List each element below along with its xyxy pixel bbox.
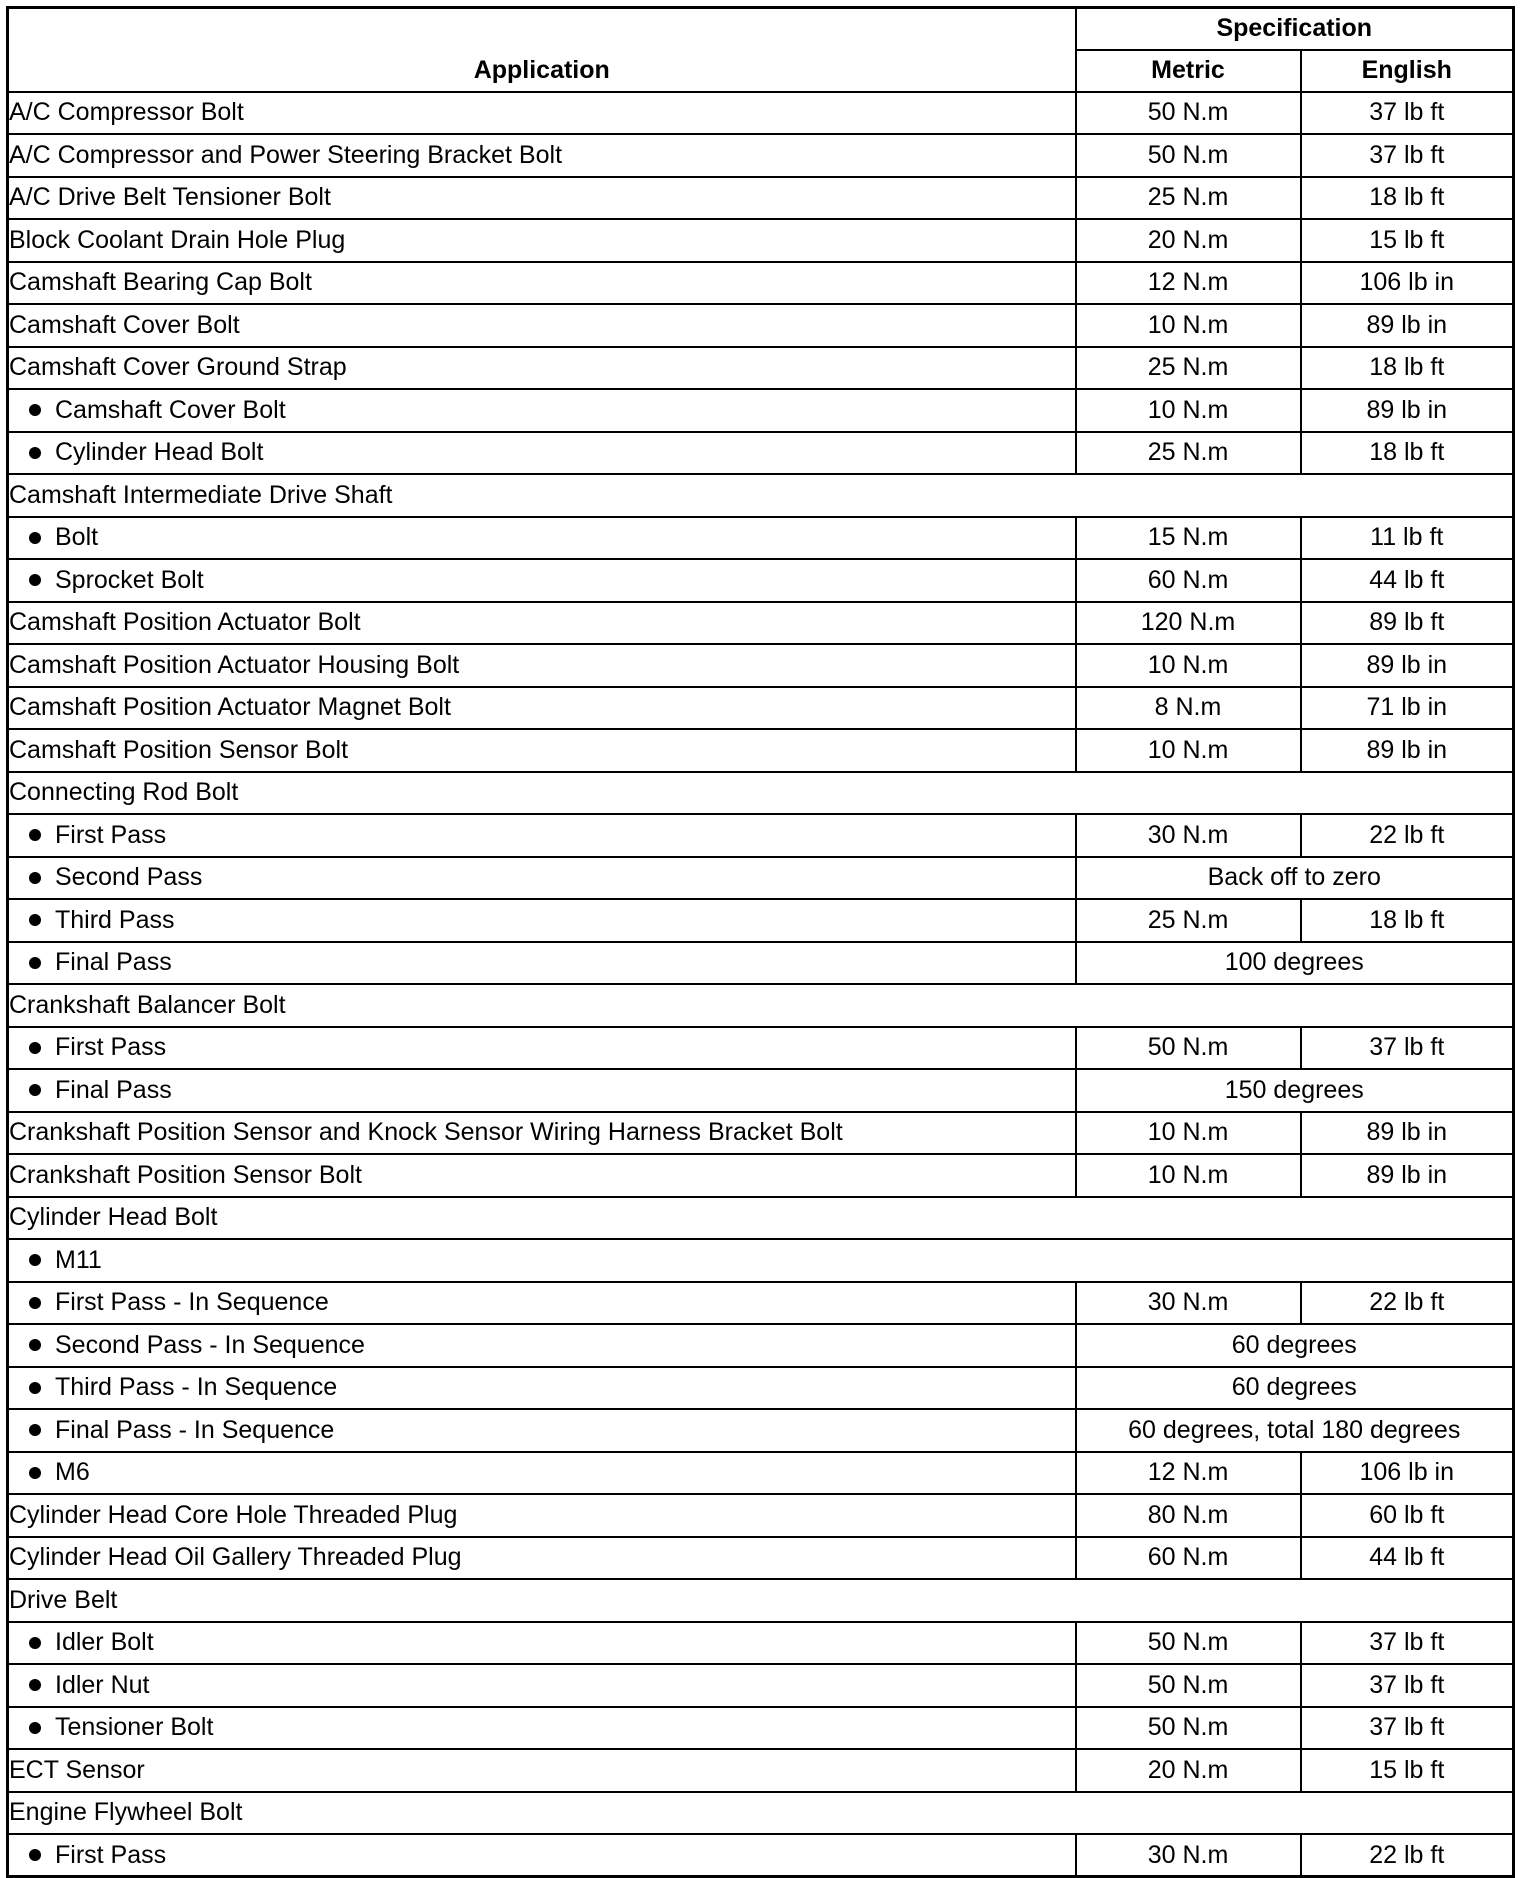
metric-cell: 50 N.m <box>1076 1622 1301 1665</box>
application-header: Application <box>8 8 1076 92</box>
table-row <box>8 1197 1514 1240</box>
bullet-icon <box>29 574 41 586</box>
table-row <box>8 857 1514 900</box>
table-row <box>8 1494 1514 1537</box>
application-cell <box>8 304 1076 347</box>
application-label: A/C Drive Belt Tensioner Bolt <box>9 183 331 212</box>
metric-cell: 50 N.m <box>1076 1707 1301 1750</box>
application-cell <box>8 1749 1076 1792</box>
application-cell <box>8 1239 1514 1282</box>
application-cell <box>8 92 1076 135</box>
application-label: ECT Sensor <box>9 1755 145 1784</box>
table-row <box>8 984 1514 1027</box>
application-cell <box>8 559 1076 602</box>
application-label: Crankshaft Balancer Bolt <box>9 990 286 1019</box>
metric-cell: 30 N.m <box>1076 1834 1301 1877</box>
application-label: First Pass <box>55 1840 167 1869</box>
english-cell: 11 lb ft <box>1301 517 1514 560</box>
application-label: A/C Compressor Bolt <box>9 98 244 127</box>
table-row <box>8 687 1514 730</box>
application-label: Drive Belt <box>9 1585 118 1614</box>
english-cell: 15 lb ft <box>1301 1749 1514 1792</box>
application-label: Camshaft Cover Bolt <box>55 395 286 424</box>
application-cell <box>8 1282 1076 1325</box>
application-cell <box>8 1494 1076 1537</box>
metric-cell: 25 N.m <box>1076 347 1301 390</box>
metric-cell: 20 N.m <box>1076 219 1301 262</box>
application-cell <box>8 729 1076 772</box>
application-label: First Pass <box>55 1033 167 1062</box>
application-label: First Pass <box>55 820 167 849</box>
specification-cell: 60 degrees <box>1076 1367 1514 1410</box>
metric-cell: 10 N.m <box>1076 304 1301 347</box>
application-cell <box>8 1409 1076 1452</box>
bullet-icon <box>29 1849 41 1861</box>
english-cell: 44 lb ft <box>1301 559 1514 602</box>
application-label: Sprocket Bolt <box>55 565 204 594</box>
application-label: Camshaft Position Actuator Bolt <box>9 608 361 637</box>
english-cell: 18 lb ft <box>1301 347 1514 390</box>
english-cell: 106 lb in <box>1301 262 1514 305</box>
application-label: Idler Nut <box>55 1670 150 1699</box>
table-row <box>8 219 1514 262</box>
english-cell: 18 lb ft <box>1301 899 1514 942</box>
application-cell <box>8 1622 1076 1665</box>
metric-cell: 10 N.m <box>1076 1112 1301 1155</box>
application-label: M6 <box>55 1458 90 1487</box>
table-row <box>8 1452 1514 1495</box>
application-label: Camshaft Intermediate Drive Shaft <box>9 480 393 509</box>
application-label: A/C Compressor and Power Steering Bracket Bolt <box>9 140 563 169</box>
table-row <box>8 644 1514 687</box>
application-label: Bolt <box>55 523 99 552</box>
application-cell <box>8 1069 1076 1112</box>
table-row <box>8 772 1514 815</box>
english-cell: 22 lb ft <box>1301 1282 1514 1325</box>
application-cell <box>8 1707 1076 1750</box>
application-label: Second Pass - In Sequence <box>55 1330 365 1359</box>
table-body <box>8 92 1514 1877</box>
application-cell <box>8 984 1514 1027</box>
application-label: Camshaft Position Actuator Magnet Bolt <box>9 693 451 722</box>
specification-cell: Back off to zero <box>1076 857 1514 900</box>
table-row <box>8 347 1514 390</box>
table-row <box>8 1664 1514 1707</box>
metric-cell: 25 N.m <box>1076 432 1301 475</box>
application-cell <box>8 772 1514 815</box>
application-label: Final Pass - In Sequence <box>55 1415 335 1444</box>
english-cell: 18 lb ft <box>1301 432 1514 475</box>
metric-cell: 60 N.m <box>1076 1537 1301 1580</box>
table-row <box>8 1027 1514 1070</box>
bullet-icon <box>29 532 41 544</box>
metric-cell: 8 N.m <box>1076 687 1301 730</box>
application-label: Camshaft Position Actuator Housing Bolt <box>9 650 460 679</box>
bullet-icon <box>29 1042 41 1054</box>
table-row <box>8 1069 1514 1112</box>
english-cell: 37 lb ft <box>1301 1664 1514 1707</box>
application-label: Final Pass <box>55 948 172 977</box>
application-cell <box>8 1154 1076 1197</box>
specification-cell: 60 degrees, total 180 degrees <box>1076 1409 1514 1452</box>
english-cell: 106 lb in <box>1301 1452 1514 1495</box>
application-cell <box>8 177 1076 220</box>
application-cell <box>8 347 1076 390</box>
table-row <box>8 1239 1514 1282</box>
bullet-icon <box>29 1424 41 1436</box>
table-row <box>8 1282 1514 1325</box>
application-label: Block Coolant Drain Hole Plug <box>9 225 346 254</box>
application-cell <box>8 262 1076 305</box>
metric-cell: 12 N.m <box>1076 262 1301 305</box>
application-cell <box>8 857 1076 900</box>
table-row <box>8 1367 1514 1410</box>
application-cell <box>8 389 1076 432</box>
english-cell: 37 lb ft <box>1301 92 1514 135</box>
application-label: Cylinder Head Bolt <box>9 1203 218 1232</box>
metric-cell: 30 N.m <box>1076 814 1301 857</box>
table-row <box>8 1579 1514 1622</box>
application-label: Idler Bolt <box>55 1628 154 1657</box>
table-row <box>8 602 1514 645</box>
application-label: Cylinder Head Bolt <box>55 438 264 467</box>
table-row <box>8 304 1514 347</box>
english-cell: 22 lb ft <box>1301 814 1514 857</box>
table-row <box>8 92 1514 135</box>
application-label: Third Pass <box>55 905 175 934</box>
bullet-icon <box>29 872 41 884</box>
english-cell: 37 lb ft <box>1301 1622 1514 1665</box>
application-cell <box>8 1537 1076 1580</box>
application-cell <box>8 1112 1076 1155</box>
metric-cell: 80 N.m <box>1076 1494 1301 1537</box>
application-label: Camshaft Cover Bolt <box>9 310 240 339</box>
table-row <box>8 942 1514 985</box>
bullet-icon <box>29 1722 41 1734</box>
bullet-icon <box>29 1467 41 1479</box>
metric-cell: 50 N.m <box>1076 134 1301 177</box>
application-label: Crankshaft Position Sensor Bolt <box>9 1160 362 1189</box>
table-row <box>8 134 1514 177</box>
metric-cell: 15 N.m <box>1076 517 1301 560</box>
english-cell: 71 lb in <box>1301 687 1514 730</box>
application-label: Crankshaft Position Sensor and Knock Sensor Wiring Harness Bracket Bolt <box>9 1118 843 1147</box>
application-cell <box>8 942 1076 985</box>
metric-cell: 25 N.m <box>1076 177 1301 220</box>
english-cell: 37 lb ft <box>1301 134 1514 177</box>
application-cell <box>8 517 1076 560</box>
metric-cell: 10 N.m <box>1076 1154 1301 1197</box>
table-row <box>8 1537 1514 1580</box>
table-row <box>8 559 1514 602</box>
metric-cell: 20 N.m <box>1076 1749 1301 1792</box>
metric-cell: 50 N.m <box>1076 1664 1301 1707</box>
application-label: Camshaft Bearing Cap Bolt <box>9 268 312 297</box>
table-row <box>8 729 1514 772</box>
english-cell: 89 lb in <box>1301 729 1514 772</box>
table-row <box>8 1707 1514 1750</box>
english-cell: 89 lb in <box>1301 304 1514 347</box>
metric-cell: 12 N.m <box>1076 1452 1301 1495</box>
bullet-icon <box>29 829 41 841</box>
application-cell <box>8 602 1076 645</box>
metric-cell: 25 N.m <box>1076 899 1301 942</box>
application-cell <box>8 432 1076 475</box>
table-row <box>8 389 1514 432</box>
table-row <box>8 1622 1514 1665</box>
english-cell: 18 lb ft <box>1301 177 1514 220</box>
application-label: Third Pass - In Sequence <box>55 1373 338 1402</box>
application-cell <box>8 899 1076 942</box>
table-row <box>8 1154 1514 1197</box>
application-label: Second Pass <box>55 863 203 892</box>
application-cell <box>8 814 1076 857</box>
application-cell <box>8 1197 1514 1240</box>
english-cell: 15 lb ft <box>1301 219 1514 262</box>
table-row <box>8 474 1514 517</box>
application-label: Engine Flywheel Bolt <box>9 1798 243 1827</box>
bullet-icon <box>29 1679 41 1691</box>
application-label: Tensioner Bolt <box>55 1713 214 1742</box>
application-label: Cylinder Head Oil Gallery Threaded Plug <box>9 1543 462 1572</box>
english-cell: 89 lb in <box>1301 1154 1514 1197</box>
table-row <box>8 814 1514 857</box>
application-label: Final Pass <box>55 1075 172 1104</box>
specification-cell: 100 degrees <box>1076 942 1514 985</box>
english-cell: 37 lb ft <box>1301 1027 1514 1070</box>
table-row <box>8 1749 1514 1792</box>
metric-cell: 120 N.m <box>1076 602 1301 645</box>
application-cell <box>8 474 1514 517</box>
table-row <box>8 262 1514 305</box>
table-row <box>8 1112 1514 1155</box>
table-row <box>8 432 1514 475</box>
bullet-icon <box>29 1382 41 1394</box>
english-cell: 89 lb in <box>1301 1112 1514 1155</box>
application-cell <box>8 134 1076 177</box>
table-row <box>8 1409 1514 1452</box>
bullet-icon <box>29 404 41 416</box>
bullet-icon <box>29 1297 41 1309</box>
table-row <box>8 177 1514 220</box>
english-cell: 89 lb in <box>1301 389 1514 432</box>
table-row <box>8 1324 1514 1367</box>
bullet-icon <box>29 1637 41 1649</box>
table-row <box>8 1792 1514 1835</box>
application-cell <box>8 1579 1514 1622</box>
metric-cell: 60 N.m <box>1076 559 1301 602</box>
application-label: M11 <box>55 1245 102 1274</box>
application-cell <box>8 1452 1076 1495</box>
application-cell <box>8 1324 1076 1367</box>
metric-cell: 50 N.m <box>1076 92 1301 135</box>
metric-cell: 50 N.m <box>1076 1027 1301 1070</box>
specification-header: Specification <box>1076 8 1514 50</box>
specification-cell: 150 degrees <box>1076 1069 1514 1112</box>
english-cell: 37 lb ft <box>1301 1707 1514 1750</box>
table-row <box>8 899 1514 942</box>
bullet-icon <box>29 1339 41 1351</box>
application-label: Camshaft Position Sensor Bolt <box>9 735 349 764</box>
specification-cell: 60 degrees <box>1076 1324 1514 1367</box>
metric-cell: 10 N.m <box>1076 644 1301 687</box>
english-cell: 22 lb ft <box>1301 1834 1514 1877</box>
metric-cell: 10 N.m <box>1076 729 1301 772</box>
bullet-icon <box>29 914 41 926</box>
bullet-icon <box>29 1254 41 1266</box>
bullet-icon <box>29 447 41 459</box>
metric-header: Metric <box>1076 50 1301 92</box>
application-cell <box>8 219 1076 262</box>
application-cell <box>8 1027 1076 1070</box>
application-cell <box>8 644 1076 687</box>
table-row <box>8 1834 1514 1877</box>
table-row <box>8 517 1514 560</box>
torque-spec-table <box>6 6 1515 1878</box>
application-cell <box>8 1664 1076 1707</box>
application-cell <box>8 1834 1076 1877</box>
application-cell <box>8 1792 1514 1835</box>
english-cell: 89 lb in <box>1301 644 1514 687</box>
application-cell <box>8 687 1076 730</box>
english-header: English <box>1301 50 1514 92</box>
metric-cell: 30 N.m <box>1076 1282 1301 1325</box>
application-label: First Pass - In Sequence <box>55 1288 329 1317</box>
application-label: Cylinder Head Core Hole Threaded Plug <box>9 1500 458 1529</box>
application-label: Connecting Rod Bolt <box>9 778 239 807</box>
application-label: Camshaft Cover Ground Strap <box>9 353 347 382</box>
application-cell <box>8 1367 1076 1410</box>
bullet-icon <box>29 957 41 969</box>
english-cell: 44 lb ft <box>1301 1537 1514 1580</box>
bullet-icon <box>29 1084 41 1096</box>
metric-cell: 10 N.m <box>1076 389 1301 432</box>
english-cell: 89 lb ft <box>1301 602 1514 645</box>
english-cell: 60 lb ft <box>1301 1494 1514 1537</box>
